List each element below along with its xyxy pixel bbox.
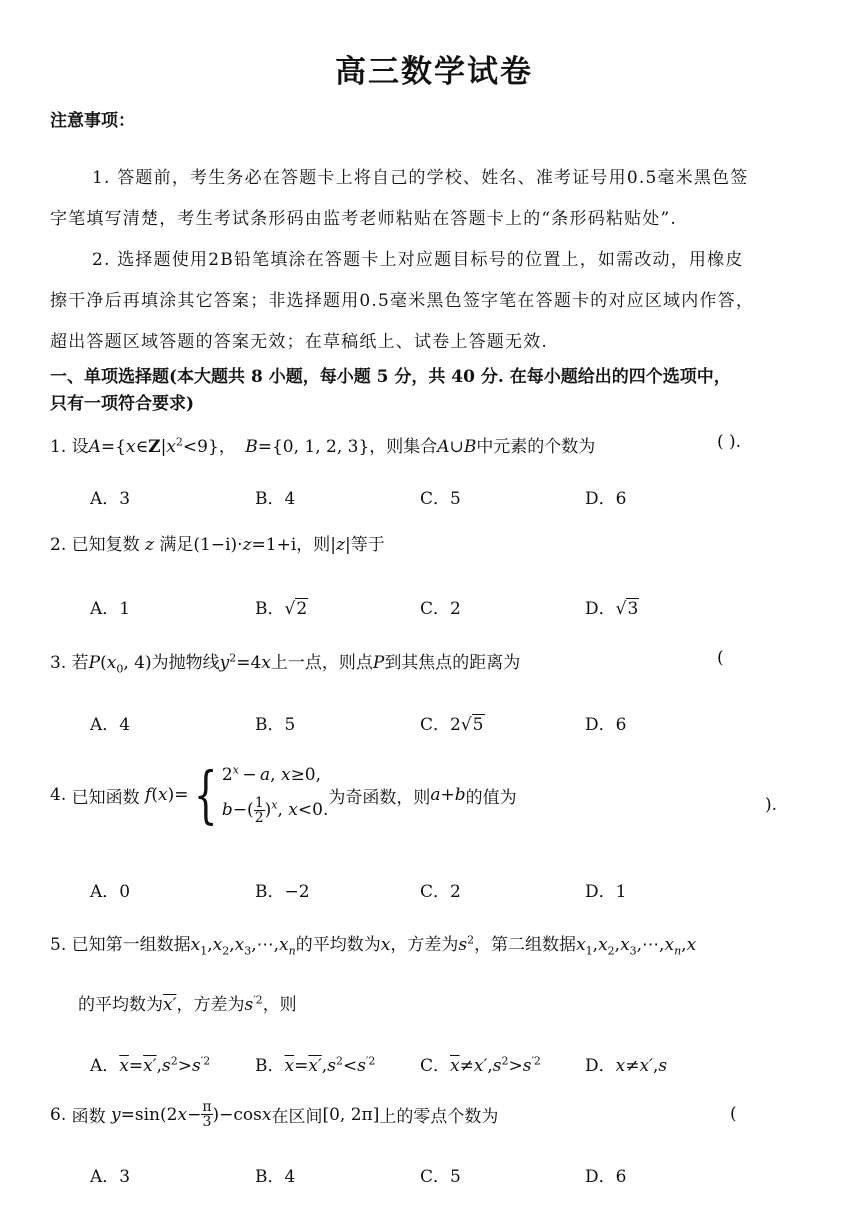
option-a: A．$\overline{x}=x',s^2>s^{'2}$ xyxy=(90,1054,211,1076)
question-number: 4. xyxy=(50,785,67,805)
question-number: 2. xyxy=(50,535,67,555)
question-text: 满足 xyxy=(159,535,194,555)
question-text: 为奇函数，则 xyxy=(328,787,431,808)
answer-bracket: ( xyxy=(730,1104,737,1124)
question-6-stem: 6. 函数 y=sin(2x− $\frac{\pi}{3}$ )−cosx在区间[0, 2π]上的零点个数为 xyxy=(50,1099,499,1130)
answer-bracket: ( xyxy=(717,648,724,668)
notice-item-1-line-1: 1. 答题前，考生务必在答题卡上将自己的学校、姓名、准考证号用0.5毫米黑色签 xyxy=(92,168,749,188)
question-text: 已知函数 xyxy=(71,787,140,808)
question-text: 为抛物线 xyxy=(151,653,220,673)
question-5-stem: 5. 已知第一组数据$x_1,x_2,x_3,\cdots,x_n$的平均数为x，方差为$s^2$，第二组数据$x_1,x_2,x_3,\cdots,x_n,x$ xyxy=(50,933,697,958)
option-c: C．5 xyxy=(420,1167,461,1187)
option-a: A．3 xyxy=(90,1167,131,1187)
question-text: 到其焦点的距离为 xyxy=(384,653,521,673)
notice-item-2-line-2: 擦干净后再填涂其它答案；非选择题用0.5毫米黑色签字笔在答题卡的对应区域内作答， xyxy=(50,291,755,311)
option-c: C．2 xyxy=(420,882,461,902)
question-text: ，方差为 xyxy=(390,935,459,955)
question-text: 在区间 xyxy=(271,1107,323,1127)
question-text: 等于 xyxy=(350,535,385,555)
question-text: 已知第一组数据 xyxy=(71,935,191,955)
question-text: 的平均数为 xyxy=(78,995,163,1015)
option-c: C．2 xyxy=(420,599,461,619)
option-b: B．−2 xyxy=(255,882,310,902)
question-text: ，第二组数据 xyxy=(474,935,577,955)
question-text: 的值为 xyxy=(465,787,517,808)
question-text: ，方差为 xyxy=(176,995,245,1015)
option-a: A．3 xyxy=(90,489,131,509)
piecewise-brace: { xyxy=(194,758,219,831)
option-d: D．6 xyxy=(585,1167,627,1187)
option-a: A．0 xyxy=(90,882,131,902)
option-b: B．5 xyxy=(255,715,296,735)
option-b: B．$\overline{x}=x',s^2<s^{'2}$ xyxy=(255,1054,376,1076)
option-a: A．1 xyxy=(90,599,131,619)
option-d: D．1 xyxy=(585,882,627,902)
notice-item-2-line-1: 2. 选择题使用2B铅笔填涂在答题卡上对应题目标号的位置上，如需改动，用橡皮 xyxy=(92,250,744,270)
notice-heading: 注意事项： xyxy=(50,111,135,131)
question-5-stem-line-2: 的平均数为x′，方差为$s^{'2}$，则 xyxy=(78,993,297,1015)
question-number: 6. xyxy=(50,1104,67,1125)
question-text: ， xyxy=(218,437,236,457)
question-number: 3. xyxy=(50,653,67,673)
question-text: 设 xyxy=(71,437,89,457)
question-text: 函数 xyxy=(71,1107,106,1127)
question-text: 已知复数 xyxy=(71,535,140,555)
option-d: D．x≠x′,s xyxy=(585,1056,668,1076)
question-text: 的平均数为 xyxy=(295,935,381,955)
set-a-formula: A xyxy=(88,437,101,457)
question-text: 上的零点个数为 xyxy=(379,1107,499,1127)
option-d: D．√3 xyxy=(585,599,639,619)
question-text: 若 xyxy=(71,653,89,673)
page-title: 高三数学试卷 xyxy=(335,54,533,90)
option-d: D．6 xyxy=(585,715,627,735)
question-number: 5. xyxy=(50,935,67,955)
option-a: A．4 xyxy=(90,715,131,735)
option-c: C．$\overline{x}\ne x',s^2>s^{'2}$ xyxy=(420,1054,541,1076)
notice-item-1-line-2: 字笔填写清楚，考生考试条形码由监考老师粘贴在答题卡上的“条形码粘贴处”. xyxy=(50,209,677,229)
section-heading-line-1: 一、单项选择题(本大题共 8 小题，每小题 5 分，共 40 分. 在每小题给出的四个选项中， xyxy=(50,367,731,387)
question-3-stem: 3. 若$P(x_0$, 4)为抛物线$y^2=4x$上一点，则点P到其焦点的距离为 xyxy=(50,651,521,676)
option-c: C．2√5 xyxy=(420,715,484,735)
question-4-stem: 4. 已知函数 f(x)={ $2^x - a$, x≥0, b−( $\frac{1}{2}$ )$^x$, x<0. 为奇函数，则a+b的值为 xyxy=(50,758,517,831)
question-text: ，则 xyxy=(296,535,331,555)
option-b: B．4 xyxy=(255,1167,296,1187)
question-text: ，则 xyxy=(262,995,297,1015)
question-1-stem: 1. 设$A=\{x\in Z|x^2<9\}$， B={0, 1, 2, 3}，则集合A∪B中元素的个数为 xyxy=(50,435,596,457)
option-b: B．√2 xyxy=(255,599,308,619)
section-heading-line-2: 只有一项符合要求) xyxy=(50,394,195,414)
answer-bracket: ( ). xyxy=(717,432,742,452)
question-text: 上一点，则点 xyxy=(270,653,373,673)
option-c: C．5 xyxy=(420,489,461,509)
option-d: D．6 xyxy=(585,489,627,509)
question-2-stem: 2. 已知复数 z 满足(1−i)·z=1+i，则|z|等于 xyxy=(50,535,385,555)
answer-bracket: ). xyxy=(765,795,778,815)
option-b: B．4 xyxy=(255,489,296,509)
notice-item-2-line-3: 超出答题区域答题的答案无效；在草稿纸上、试卷上答题无效. xyxy=(50,332,549,352)
question-text: 中元素的个数为 xyxy=(476,437,596,457)
question-text: ，则集合 xyxy=(369,437,438,457)
piecewise-function: $2^x - a$, x≥0, b−( $\frac{1}{2}$ )$^x$, x<0. xyxy=(221,763,329,826)
question-number: 1. xyxy=(50,437,67,457)
pi-over-3-fraction: $\frac{\pi}{3}$ xyxy=(202,1099,212,1130)
